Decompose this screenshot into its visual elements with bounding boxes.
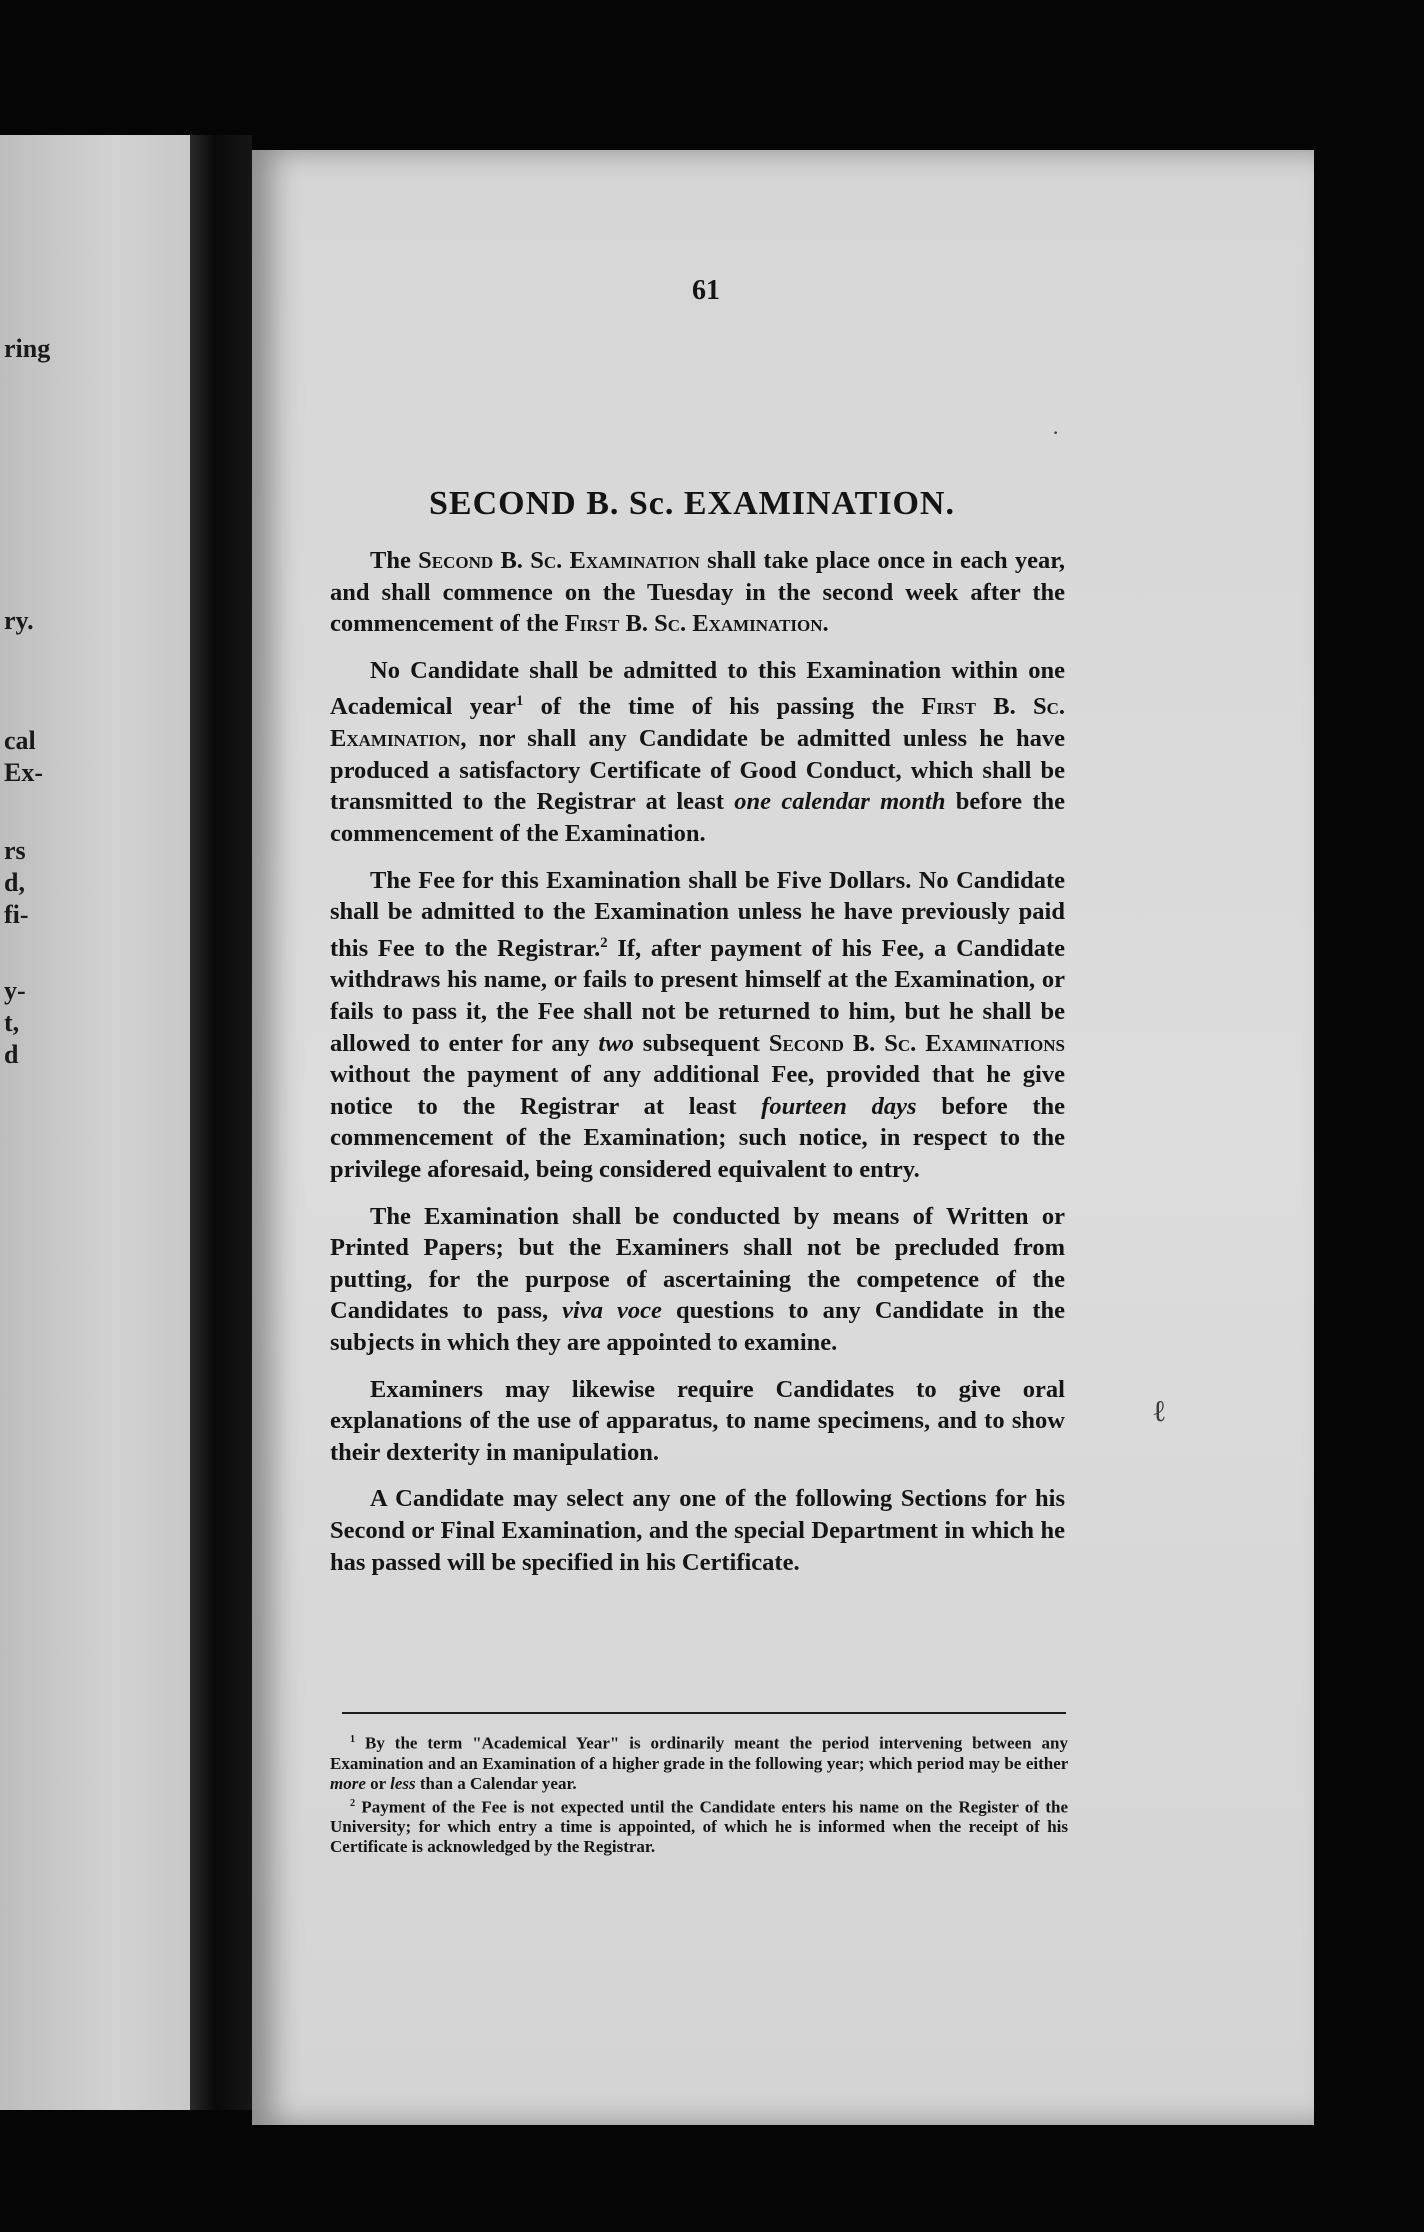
margin-fragment: fi-	[4, 900, 29, 929]
footnote-ref: 2	[600, 934, 608, 951]
page-number: 61	[692, 275, 720, 306]
margin-fragment: d	[4, 1040, 19, 1069]
footnote-1: $^1$ By the term "Academical Year" is ordinarily meant the period intervening between any Examination and an Examination of a higher grade in the following year; which period may be either more or less than a Calendar year.	[330, 1733, 1068, 1793]
margin-fragment: rs	[4, 836, 26, 865]
document-page	[252, 150, 1314, 2125]
speck: ·	[1052, 420, 1060, 445]
paragraph-5: Examiners may likewise require Candidates to give oral explanations of the use of apparatus, to name specimens, and to show their dexterity in manipulation.	[330, 1375, 1065, 1466]
footnote-2: $^2$ Payment of the Fee is not expected until the Candidate enters his name on the Register of the University; for which entry a time is appointed, of which he is informed when the receipt of his Certificate is acknowledged by the Registrar.	[330, 1797, 1068, 1857]
margin-fragment: t,	[4, 1008, 20, 1037]
page-title: SECOND B. Sc. EXAMINATION.	[429, 485, 955, 522]
body-text	[330, 545, 1065, 1593]
paragraph-3: The Fee for this Examination shall be Five Dollars. No Candidate shall be admitted to the Examination unless he have previously paid this Fee to the Registrar.$^2$ If, after payment of his Fee, a Candidate withdraws his name, or fails to present himself at the Examination, or fails to pass it, the Fee shall not be returned to him, but he shall be allowed to enter for any two subsequent Second B. Sc. Examinations without the payment of any additional Fee, provided that he give notice to the Registrar at least fourteen days before the commencement of the Examination; such notice, in respect to the privilege aforesaid, being considered equivalent to entry.	[330, 866, 1065, 1183]
margin-fragment: ry.	[4, 606, 34, 635]
facing-page	[0, 135, 190, 2110]
exam-name: Second B. Sc. Examination	[418, 547, 700, 574]
footnote-divider	[342, 1712, 1066, 1714]
emphasis: one calendar month	[734, 788, 946, 816]
exam-name: First B. Sc. Examination	[330, 693, 1065, 753]
margin-fragment: y-	[4, 976, 26, 1005]
footnotes	[330, 1730, 1068, 1857]
exam-name: Second B. Sc. Examinations	[768, 1029, 1065, 1057]
margin-fragment: Ex-	[4, 758, 43, 787]
paragraph-6: A Candidate may select any one of the following Sections for his Second or Final Examination, and the special Department in which he has passed will be specified in his Certificate.	[330, 1485, 1065, 1576]
paragraph-1: The Second B. Sc. Examination shall take place once in each year, and shall commence on the Tuesday in the second week after the commencement of the First B. Sc. Examination.	[330, 547, 1066, 638]
book-gutter	[190, 135, 252, 2110]
margin-fragment: ring	[4, 334, 51, 363]
margin-fragment: cal	[4, 726, 36, 755]
paragraph-4: The Examination shall be conducted by means of Written or Printed Papers; but the Examiners shall not be precluded from putting, for the purpose of ascertaining the competence of the Candidates to pass, viva voce questions to any Candidate in the subjects in which they are appointed to examine.	[330, 1202, 1065, 1356]
pencil-mark: ℓ	[1152, 1395, 1167, 1428]
paragraph-2: No Candidate shall be admitted to this Examination within one Academical year$^1$ of the time of his passing the First B. Sc. Examination, nor shall any Candidate be admitted unless he have produced a satisfactory Certificate of Good Conduct, which shall be transmitted to the Registrar at least one calendar month before the commencement of the Examination.	[330, 656, 1065, 847]
emphasis: viva voce	[562, 1297, 662, 1325]
margin-fragment: d,	[4, 868, 25, 897]
emphasis: fourteen days	[761, 1092, 917, 1120]
exam-name: First B. Sc. Examination	[564, 610, 823, 638]
emphasis: two	[598, 1029, 634, 1057]
footnote-ref: 1	[515, 693, 524, 710]
